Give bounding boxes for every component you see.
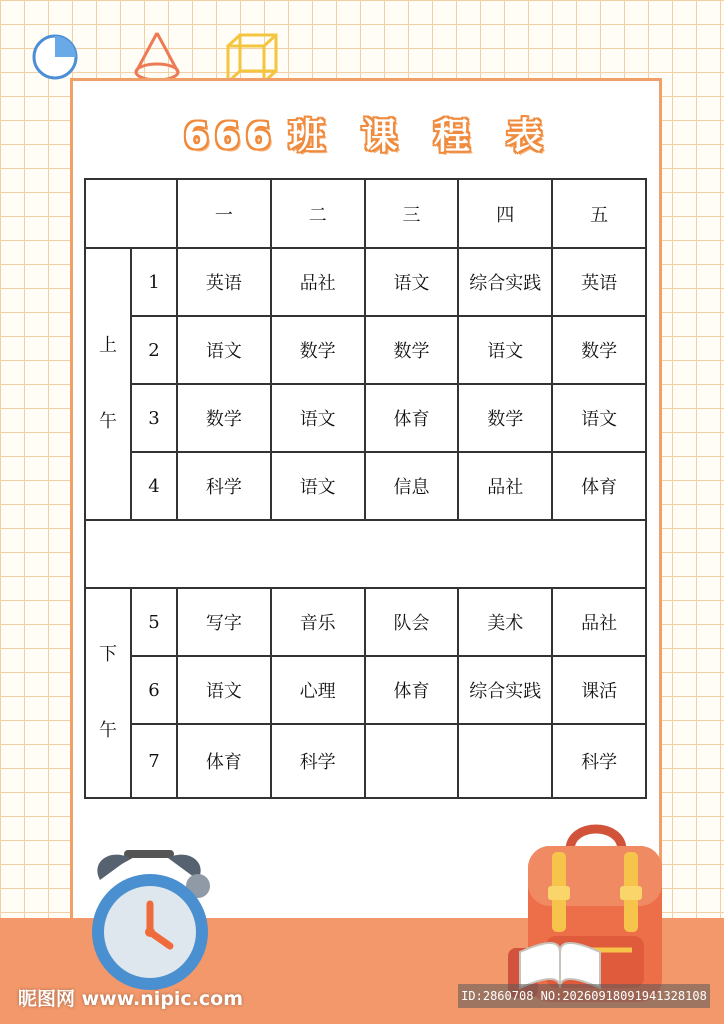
subject-cell: 综合实践 xyxy=(459,657,551,723)
subject-cell: 心理 xyxy=(272,657,364,723)
subject-cell: 语文 xyxy=(272,453,364,519)
weekday-header: 五 xyxy=(553,180,645,247)
watermark-id: ID:2860708 NO:20260918091941328108 xyxy=(458,984,710,1008)
title-char: 课 xyxy=(361,116,404,157)
subject-cell: 科学 xyxy=(553,725,645,797)
subject-cell: 语文 xyxy=(459,317,551,383)
cone-icon xyxy=(132,30,182,84)
subject-cell: 品社 xyxy=(272,249,364,315)
table-row xyxy=(86,385,645,451)
subject-cell: 体育 xyxy=(178,725,270,797)
period-number: 7 xyxy=(132,725,176,797)
table-row xyxy=(86,453,645,519)
lunch-break-row xyxy=(86,521,645,587)
morning-label xyxy=(86,249,130,519)
weekday-header: 三 xyxy=(366,180,458,247)
subject-cell: 数学 xyxy=(366,317,458,383)
subject-cell: 语文 xyxy=(553,385,645,451)
subject-cell: 品社 xyxy=(553,589,645,655)
alarm-clock-icon xyxy=(70,844,230,994)
subject-cell: 数学 xyxy=(272,317,364,383)
table-row xyxy=(86,657,645,723)
table-row xyxy=(86,589,645,655)
weekday-header-row xyxy=(86,180,645,247)
subject-cell: 科学 xyxy=(178,453,270,519)
subject-cell xyxy=(366,725,458,797)
subject-cell: 英语 xyxy=(553,249,645,315)
watermark-site: 昵图网 www.nipic.com xyxy=(18,988,244,1010)
pie-chart-icon xyxy=(30,34,80,80)
table-row xyxy=(86,725,645,797)
subject-cell: 队会 xyxy=(366,589,458,655)
subject-cell: 语文 xyxy=(272,385,364,451)
subject-cell: 语文 xyxy=(178,657,270,723)
corner-cell xyxy=(86,180,176,247)
period-number: 3 xyxy=(132,385,176,451)
weekday-header: 二 xyxy=(272,180,364,247)
title-char: 班 xyxy=(288,116,331,157)
subject-cell: 科学 xyxy=(272,725,364,797)
weekday-header: 一 xyxy=(178,180,270,247)
subject-cell: 数学 xyxy=(178,385,270,451)
break-cell xyxy=(86,521,645,587)
period-number: 1 xyxy=(132,249,176,315)
afternoon-label xyxy=(86,589,130,797)
table-row xyxy=(86,317,645,383)
title-char: 表 xyxy=(506,116,549,157)
subject-cell: 体育 xyxy=(553,453,645,519)
subject-cell: 课活 xyxy=(553,657,645,723)
page-title xyxy=(70,108,662,158)
period-number: 6 xyxy=(132,657,176,723)
subject-cell: 数学 xyxy=(553,317,645,383)
subject-cell: 美术 xyxy=(459,589,551,655)
subject-cell: 英语 xyxy=(178,249,270,315)
afternoon-label-bottom: 午 xyxy=(99,720,117,741)
subject-cell: 综合实践 xyxy=(459,249,551,315)
subject-cell: 信息 xyxy=(366,453,458,519)
afternoon-label-top: 下 xyxy=(99,644,117,665)
subject-cell: 体育 xyxy=(366,385,458,451)
subject-cell: 写字 xyxy=(178,589,270,655)
weekday-header: 四 xyxy=(459,180,551,247)
period-number: 4 xyxy=(132,453,176,519)
title-class: 666 xyxy=(183,116,277,157)
table-row xyxy=(86,249,645,315)
morning-label-top: 上 xyxy=(99,335,117,356)
subject-cell: 体育 xyxy=(366,657,458,723)
subject-cell: 品社 xyxy=(459,453,551,519)
timetable xyxy=(84,178,647,799)
subject-cell xyxy=(459,725,551,797)
subject-cell: 数学 xyxy=(459,385,551,451)
period-number: 5 xyxy=(132,589,176,655)
title-char: 程 xyxy=(433,116,476,157)
subject-cell: 语文 xyxy=(366,249,458,315)
subject-cell: 语文 xyxy=(178,317,270,383)
morning-label-bottom: 午 xyxy=(99,411,117,432)
period-number: 2 xyxy=(132,317,176,383)
subject-cell: 音乐 xyxy=(272,589,364,655)
